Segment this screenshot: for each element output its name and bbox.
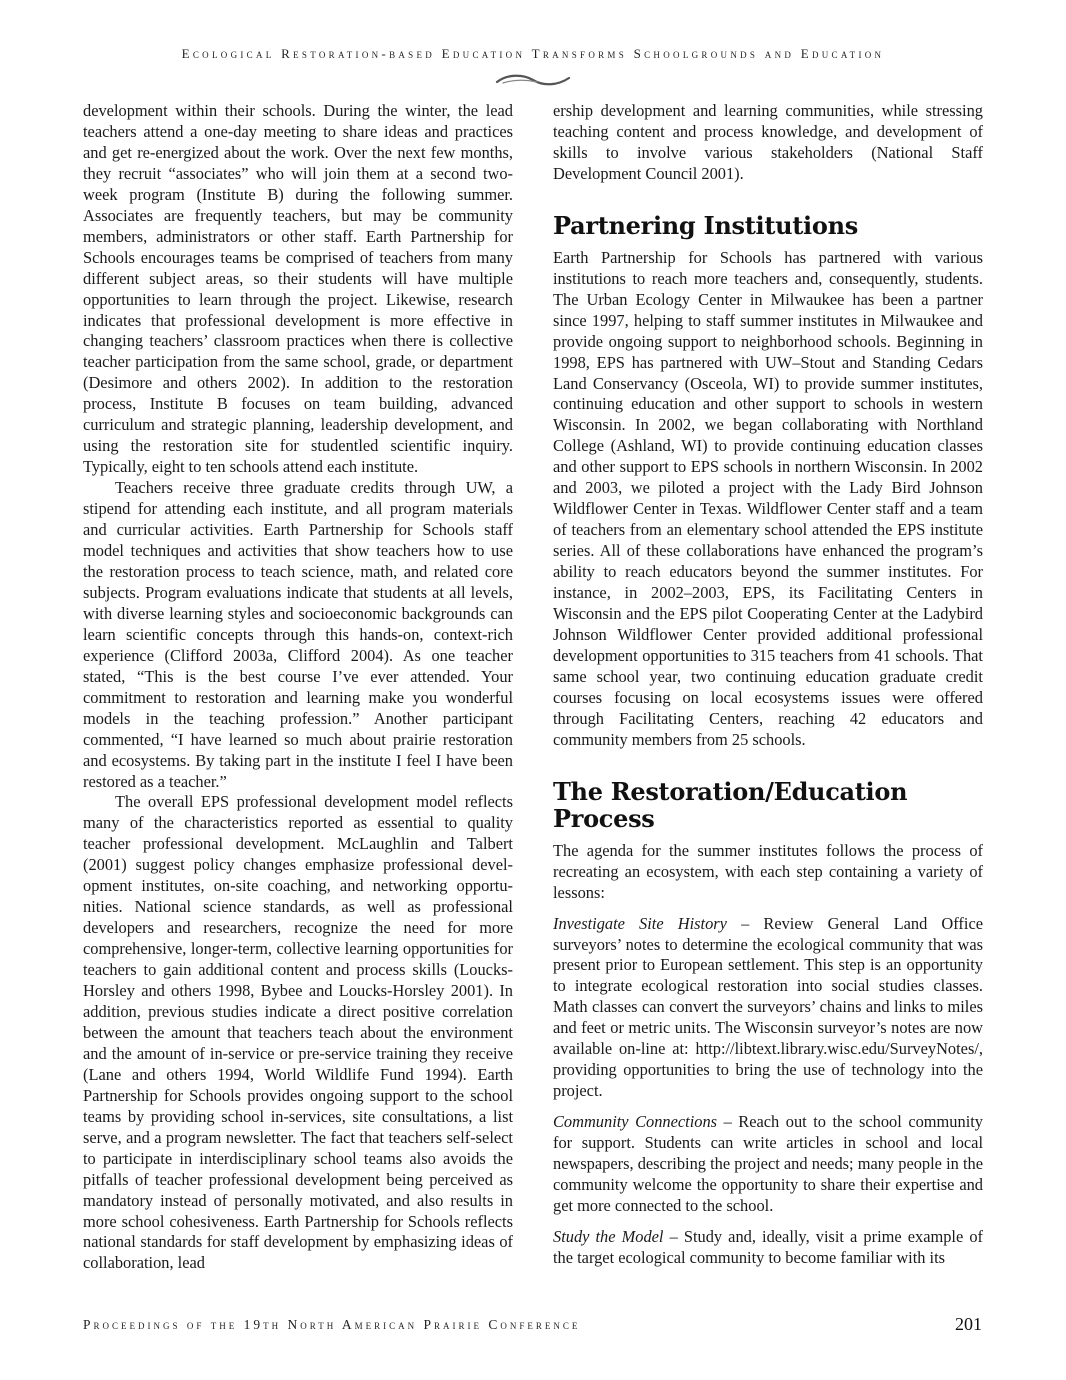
process-step <box>553 1112 983 1217</box>
left-column <box>83 101 513 1274</box>
process-step-term: Study the Model <box>553 1226 664 1246</box>
section-heading: The Restoration/Education Process <box>553 776 908 833</box>
page-number: 201 <box>955 1314 982 1334</box>
process-step-text: – Study and, ideally, visit a prime example of the target ecological community to become familiar with its <box>553 1226 983 1267</box>
process-step <box>553 914 983 1103</box>
body-paragraph: The agenda for the summer institutes follows the process of recreating an ecosystem, with each step containing a variety of lessons: <box>553 840 983 902</box>
running-head: Ecological Restoration-based Education Transforms Schoolgrounds and Education <box>181 46 885 61</box>
body-paragraph: Earth Partnership for Schools has partnered with various institutions to reach more teachers and, consequently, students. The Urban Ecology Center in Milwaukee has been a partner since 1997, helping to staff summer institutes in Milwaukee and provide ongoing support to neighborhood schools. Beginning in 1998, EPS has partnered with UW–Stout and Standing Cedars Land Conservancy (Osceola, WI) to provide summer institutes, continuing education and other support to schools in western Wisconsin. In 2002, we began collaborating with Northland College (Ashland, WI) to provide continuing education classes and other support to EPS schools in northern Wisconsin. In 2002 and 2003, we piloted a project with the Lady Bird Johnson Wildflower Center in Texas. Wildflower Center staff and a team of teachers from an elementary school attended the EPS institute series. All of these collaborations have enhanced the program’s ability to reach educators beyond the summer institutes. For instance, in 2002–2003, EPS, its Facilitating Centers in Wisconsin and the EPS pilot Cooperating Center at the Ladybird Johnson Wildflower Center provided additional professional development opportunities to 315 teachers from 41 schools. That same school year, two continuing education graduate credit courses focusing on local ecosystems issues were offered through Facilitating Centers, reaching 42 educators and community members from 25 schools. <box>553 247 983 749</box>
process-step <box>553 1227 983 1269</box>
body-paragraph: The overall EPS professional development model reflects many of the characteristics reported as essential to quality teacher professional development. McLaughlin and Talbert (2001) suggest policy changes emphasize professional development institutes, on-site coaching, and networking opportunities. National science standards, as well as professional developers and researchers, recognize the need for more comprehensive, longer-term, collective learning opportunities for teachers to gain additional content and process skills (Loucks-Horsley and others 1998, Bybee and Loucks-Horsley 2001). In addition, previous studies indicate a direct positive correlation between the amount that teachers teach about the environment and the amount of in-service or pre-service training they receive (Lane and others 1994, World Wildlife Fund 1994). Earth Partnership for Schools provides ongoing support to the school teams by providing school in-services, site consultations, a list serve, and a program newsletter. The fact that teachers self-select to participate in interdisciplinary school teams also avoids the pitfalls of teacher professional development being perceived as mandatory instead of personally motivated, and also results in more school cohesiveness. Earth Partnership for Schools reflects national standards for staff development by emphasizing ideas of collaboration, lead <box>83 792 513 1273</box>
running-foot: Proceedings of the 19th North American Prairie Conference <box>83 1317 581 1332</box>
body-paragraph: development within their schools. During the winter, the lead teachers attend a one-day meeting to share ideas and practices and get re-energized about the work. Over the next few months, they recruit “associates” who will join them at a second two-week program (Institute B) during the following summer. Associates are frequently teachers, but may be community members, administrators or other staff. Earth Partnership for Schools encourages teams be comprised of teachers from many different subject areas, so their students will have multiple opportunities to learn through the project. Likewise, research indicates that professional development is more effective in changing teachers’ classroom practices when there is collective teacher participation from the same school, grade, or department (Desimore and others 2002). In addition to the restoration process, Institute B focuses on team building, advanced curriculum and strategic planning, leadership development, and using the restoration site for studentled scientific inquiry. Typically, eight to ten schools attend each institute. <box>83 101 513 477</box>
process-step-text: – Review General Land Office surveyors’ notes to determine the ecological community that was present prior to European settlement. This step is an opportunity to integrate ecological restoration into social studies classes. Math classes can convert the surveyors’ chains and links to miles and feet or metric units. The Wisconsin surveyor’s notes are now available on-line at: http://libtext.library.wisc.edu/SurveyNotes/, providing opportunities to bring the use of technology into the project. <box>553 913 983 1101</box>
process-step-text: – Reach out to the school community for support. Students can write articles in school and local newspapers, describing the project and needs; many people in the community welcome the opportunity to share their expertise and get more connected to the school. <box>553 1112 983 1215</box>
process-step-term: Community Connections <box>553 1112 718 1132</box>
section-heading: Partnering Institutions <box>553 210 858 240</box>
process-step-term: Investigate Site History <box>553 913 727 933</box>
body-paragraph: Teachers receive three graduate credits through UW, a stipend for attending each institute, and all program materials and curricular activities. Earth Partnership for Schools staff model techniques and activities that show teachers how to use the restoration process to teach science, math, and related core subjects. Program evaluations indicate that students at all levels, with diverse learning styles and socioeconomic backgrounds can learn scientific concepts through this hands-on, context-rich experience (Clifford 2003a, Clifford 2004). As one teacher stated, “This is the best course I’ve ever attended. Your commitment to restoration and learning make you wonderful models in the teaching profession.” Another participant commented, “I have learned so much about prairie restoration and ecosystems. By taking part in the institute I feel I have been restored as a teacher.” <box>83 478 513 791</box>
body-paragraph: ership development and learning communities, while stressing teaching content and process knowledge, and development of skills to involve various stakeholders (National Staff Development Council 2001). <box>553 101 983 183</box>
right-column <box>553 101 983 1279</box>
swash-ornament-icon <box>493 70 573 90</box>
